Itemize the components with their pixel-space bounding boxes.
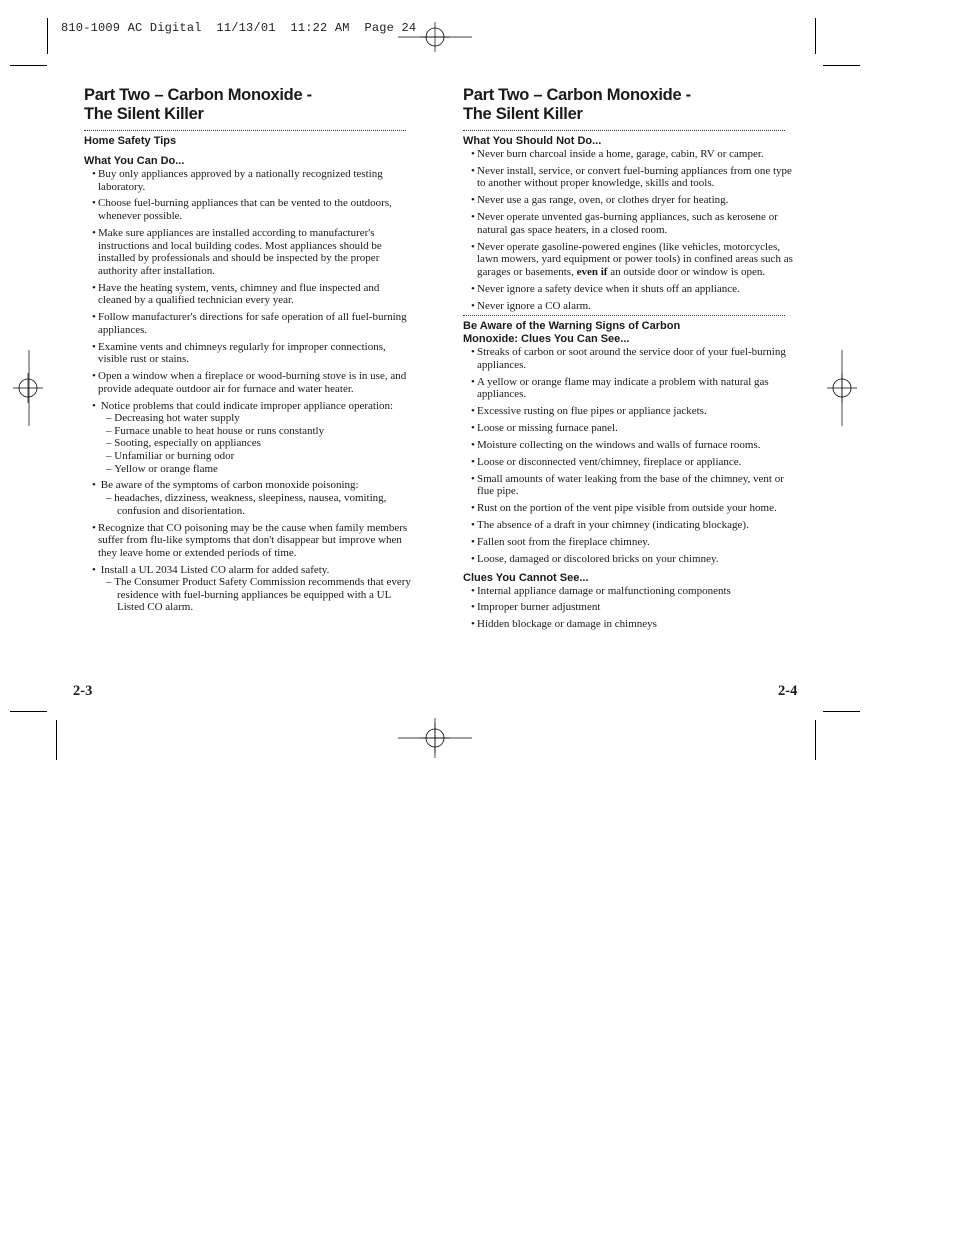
- crop-mark-top-right-horizontal: [823, 65, 860, 66]
- clues-you-can-see-list: [463, 346, 793, 565]
- crop-mark-bottom-right-vertical: [815, 720, 816, 760]
- list-item: • Streaks of carbon or soot around the service door of your fuel-burning appliances.: [463, 346, 793, 371]
- right-title-line-2: The Silent Killer: [463, 105, 583, 123]
- install-alarm-text: Install a UL 2034 Listed CO alarm for added safety.: [100, 563, 330, 576]
- list-item: • Recognize that CO poisoning may be the cause when family members suffer from flu-like symptoms that don't disappear but improve when they leave home or extended periods of time.: [84, 522, 414, 560]
- right-title-line-1: Part Two – Carbon Monoxide -: [463, 86, 691, 104]
- sub-item: – The Consumer Product Safety Commission recommends that every residence with fuel-burning appliances be equipped with a UL Listed CO alarm.: [98, 576, 414, 614]
- symptoms-text: Be aware of the symptoms of carbon monoxide poisoning:: [100, 479, 359, 492]
- list-item-notice-problems: [84, 400, 414, 476]
- crop-mark-bottom-left-vertical: [56, 720, 57, 760]
- sub-item: – Yellow or orange flame: [98, 463, 414, 476]
- warning-signs-heading: [463, 320, 793, 346]
- gasoline-text-end: an outside door or window is open.: [607, 265, 766, 278]
- sub-item: – Sooting, especially on appliances: [98, 437, 414, 450]
- list-item: • Never install, service, or convert fuel-burning appliances from one type to another without proper knowledge, skills and tools.: [463, 165, 793, 190]
- list-item-symptoms: [84, 479, 414, 517]
- left-title-line-1: Part Two – Carbon Monoxide -: [84, 86, 312, 104]
- registration-mark-right-line: [841, 350, 843, 426]
- list-item: • Never use a gas range, oven, or clothes dryer for heating.: [463, 194, 793, 207]
- list-item-install-alarm: [84, 564, 414, 614]
- sub-item: – Furnace unable to heat house or runs constantly: [98, 425, 414, 438]
- right-title-rule: [463, 130, 785, 131]
- warning-signs-rule: [463, 315, 785, 316]
- list-item: • Loose, damaged or discolored bricks on your chimney.: [463, 553, 793, 566]
- list-item: • Hidden blockage or damage in chimneys: [463, 618, 793, 631]
- sub-item: – headaches, dizziness, weakness, sleepiness, nausea, vomiting, confusion and disorientation.: [98, 492, 414, 517]
- list-item: • Never operate unvented gas-burning appliances, such as kerosene or natural gas space heaters, in a closed room.: [463, 211, 793, 236]
- gasoline-emphasis: even if: [576, 265, 608, 278]
- sub-item: – Unfamiliar or burning odor: [98, 450, 414, 463]
- list-item: • Loose or disconnected vent/chimney, fireplace or appliance.: [463, 456, 793, 469]
- left-title-rule: [84, 130, 406, 131]
- gasoline-text: Never operate gasoline-powered engines (like vehicles, motorcycles, lawn mowers, yard equipment or power tools) in confined areas such as garages or basements,: [477, 240, 793, 278]
- left-title-line-2: The Silent Killer: [84, 105, 204, 123]
- list-item: • Never burn charcoal inside a home, garage, cabin, RV or camper.: [463, 148, 793, 161]
- what-you-can-do-heading: What You Can Do...: [84, 155, 185, 167]
- should-not-do-list: [463, 148, 793, 312]
- list-item: • Excessive rusting on flue pipes or appliance jackets.: [463, 405, 793, 418]
- list-item-gasoline-engines: [463, 241, 793, 279]
- list-item: • Small amounts of water leaking from the base of the chimney, vent or flue pipe.: [463, 473, 793, 498]
- can-do-list: [84, 168, 414, 614]
- sub-item: – Decreasing hot water supply: [98, 412, 414, 425]
- right-page-title: [463, 86, 793, 124]
- crop-mark-top-left-horizontal: [10, 65, 47, 66]
- list-item: • Follow manufacturer's directions for safe operation of all fuel-burning appliances.: [84, 311, 414, 336]
- clues-you-cannot-see-list: [463, 585, 793, 631]
- notice-problems-text: Notice problems that could indicate improper appliance operation:: [100, 399, 394, 412]
- list-item: • Examine vents and chimneys regularly for improper connections, visible rust or stains.: [84, 341, 414, 366]
- list-item: • Moisture collecting on the windows and walls of furnace rooms.: [463, 439, 793, 452]
- home-safety-tips-heading: Home Safety Tips: [84, 135, 177, 147]
- list-item: • Rust on the portion of the vent pipe visible from outside your home.: [463, 502, 793, 515]
- list-item: • Make sure appliances are installed according to manufacturer's instructions and local building codes. Most appliances should be installed by professionals and should be inspected by the proper authority after installation.: [84, 227, 414, 277]
- list-item: • A yellow or orange flame may indicate a problem with natural gas appliances.: [463, 376, 793, 401]
- list-item: • Never ignore a CO alarm.: [463, 300, 793, 313]
- registration-mark-top-line: [398, 36, 472, 38]
- list-item: • Open a window when a fireplace or wood-burning stove is in use, and provide adequate outdoor air for furnace and water heater.: [84, 370, 414, 395]
- list-item: • Buy only appliances approved by a nationally recognized testing laboratory.: [84, 168, 414, 193]
- print-slug-line: 810-1009 AC Digital 11/13/01 11:22 AM Page 24: [61, 21, 417, 35]
- page-number-right: 2-4: [778, 683, 798, 699]
- list-item: • Internal appliance damage or malfunctioning components: [463, 585, 793, 598]
- crop-mark-bottom-left-horizontal: [10, 711, 47, 712]
- left-page-column: [84, 86, 414, 618]
- clues-you-cannot-see-heading: Clues You Cannot See...: [463, 571, 589, 584]
- warning-heading-line-1: Be Aware of the Warning Signs of Carbon: [463, 320, 681, 333]
- list-item: • Have the heating system, vents, chimney and flue inspected and cleaned by a qualified technician every year.: [84, 282, 414, 307]
- right-page-column: [463, 86, 793, 635]
- page-number-left: 2-3: [73, 683, 93, 699]
- registration-mark-left-line: [28, 350, 30, 426]
- list-item: • The absence of a draft in your chimney (indicating blockage).: [463, 519, 793, 532]
- list-item: • Fallen soot from the fireplace chimney.: [463, 536, 793, 549]
- warning-heading-line-2: Monoxide: Clues You Can See...: [463, 333, 630, 346]
- what-you-should-not-do-heading: What You Should Not Do...: [463, 135, 602, 147]
- crop-mark-bottom-right-horizontal: [823, 711, 860, 712]
- left-page-title: [84, 86, 414, 124]
- list-item: • Choose fuel-burning appliances that can be vented to the outdoors, whenever possible.: [84, 197, 414, 222]
- list-item: • Never ignore a safety device when it shuts off an appliance.: [463, 283, 793, 296]
- crop-mark-top-left-vertical: [47, 18, 48, 54]
- registration-mark-bottom-vline: [434, 718, 436, 758]
- crop-mark-top-right-vertical: [815, 18, 816, 54]
- list-item: • Improper burner adjustment: [463, 601, 793, 614]
- list-item: • Loose or missing furnace panel.: [463, 422, 793, 435]
